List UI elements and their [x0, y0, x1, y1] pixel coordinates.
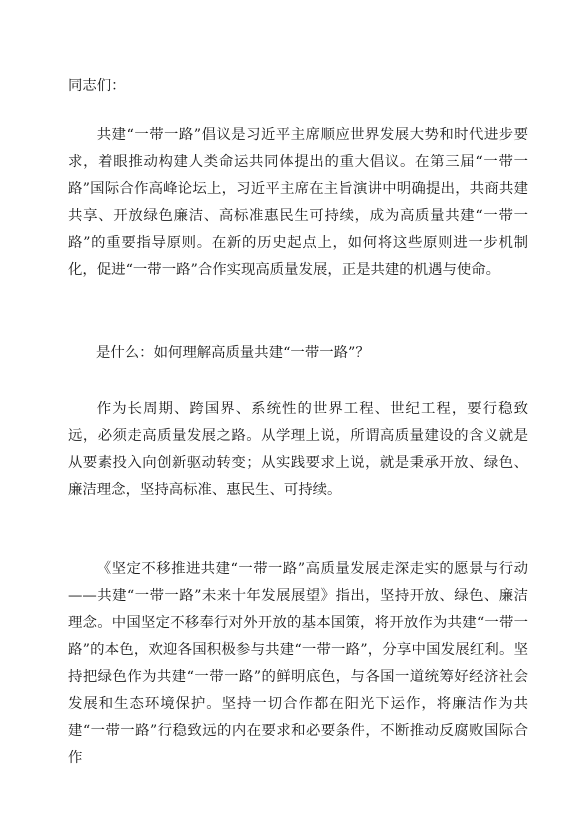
paragraph-understanding: 作为长周期、跨国界、系统性的世界工程、世纪工程，要行稳致远，必须走高质量发展之路。从学理上说，所谓高质量建设的含义就是从要素投入向创新驱动转变；从实践要求上说，就是秉承开放、绿色、廉洁理念，坚持高标准、惠民生、可持续。	[68, 401, 528, 498]
paragraph-vision-action: 《坚定不移推进共建“一带一路”高质量发展走深走实的愿景与行动——共建“一带一路”未来十年发展展望》指出，坚持开放、绿色、廉洁理念。中国坚定不移奉行对外开放的基本国策，将开放作为共建“一带一路”的本色，欢迎各国积极参与共建“一带一路”，分享中国发展红利。坚持把绿色作为共建“一带一路”的鲜明底色，与各国一道统筹好经济社会发展和生态环境保护。坚持一切合作都在阳光下运作，将廉洁作为共建“一带一路”行稳致远的内在要求和必要条件，不断推动反腐败国际合作	[68, 561, 528, 766]
paragraph-intro: 共建“一带一路”倡议是习近平主席顺应世界发展大势和时代进步要求，着眼推动构建人类命运共同体提出的重大倡议。在第三届“一带一路”国际合作高峰论坛上，习近平主席在主旨演讲中明确提出，共商共建共享、开放绿色廉洁、高标准惠民生可持续，成为高质量共建“一带一路”的重要指导原则。在新的历史起点上，如何将这些原则进一步机制化，促进“一带一路”合作实现高质量发展，正是共建的机遇与使命。	[68, 127, 528, 278]
greeting: 同志们：	[68, 78, 126, 94]
section-heading: 是什么：如何理解高质量共建“一带一路”？	[96, 345, 370, 361]
